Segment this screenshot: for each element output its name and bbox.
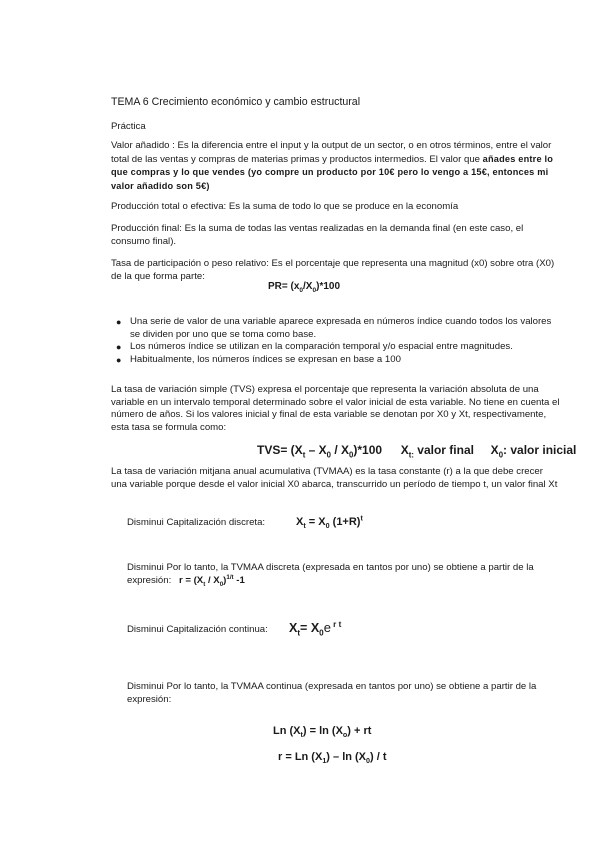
valor-anadido-text: Valor añadido : Es la diferencia entre el input y la output de un sector, o en otros términos, entre el valor total de las ventas y compras de materias primas y productos intermedios. El valor que [111, 140, 552, 165]
cap-continua-formula: $X_t= X_0e$ $^{r t}$ [289, 619, 342, 638]
cap-continua-label: Disminui Capitalización continua: [127, 624, 268, 635]
tvs-paragraph: La tasa de variación simple (TVS) expresa el porcentaje que representa la variación absoluta de una variable en un intervalo temporal determinado sobre el valor inicial de esta variable. No tiene en cuenta el número de años. Si los valores inicial y final de esta variable se denotan por X0 y Xt, respectivamente, esta tasa se formula como: [111, 384, 560, 433]
cap-discreta-formula: $X_t = X_0$ $(1+R)^t$ [296, 514, 363, 531]
bullet-icon: ● [116, 342, 122, 353]
tasa-participacion-paragraph: Tasa de participación o peso relativo: Es el porcentaje que representa una magnitud (x0) sobre otra (X0) de la que forma parte: [111, 258, 555, 282]
practica-heading: Práctica [111, 121, 146, 132]
tvmaa-discreta-paragraph: Disminui Por lo tanto, la TVMAA discreta (expresada en tantos por uno) se obtiene a partir de la expresión: $r = (X_t / X_0)^{1/t}$ -1 [127, 562, 534, 588]
bullet-list [111, 316, 561, 366]
tvmaa-continua-paragraph: Disminui Por lo tanto, la TVMAA continua (expresada en tantos por uno) se obtiene a partir de la expresión: [127, 681, 537, 705]
list-item: ● Una serie de valor de una variable aparece expresada en números índice cuando todos los valores se dividen por uno que se toma como base. [116, 316, 552, 340]
produccion-total-paragraph: Producción total o efectiva: Es la suma de todo lo que se produce en la economía [111, 201, 459, 212]
list-item: ● Los números índice se utilizan en la comparación temporal y/o espacial entre magnitudes. [116, 341, 513, 353]
cap-discreta-label: Disminui Capitalización discreta: [127, 517, 266, 528]
bullet-icon: ● [116, 354, 122, 365]
valor-anadido-paragraph [111, 140, 561, 193]
list-item: ● Habitualmente, los números índices se expresan en base a 100 [116, 353, 401, 365]
tvmaa-discreta-formula: $r = (X_t / X_0)^{1/t}$ -1 [178, 573, 245, 588]
page-title: TEMA 6 Crecimiento económico y cambio estructural [111, 96, 361, 108]
tvmaa-paragraph: La tasa de variación mitjana anual acumulativa (TVMAA) es la tasa constante (r) a la que debe crecer una variable porque desde el valor inicial X0 abarca, transcurrido un período de tiempo t, un valor final Xt [111, 466, 558, 490]
pr-formula: $PR= (x_0/X_0)*100$ [268, 281, 341, 294]
r-formula: r = Ln $(X_1)$ – $\ln (X_0)$ / t [278, 751, 387, 766]
produccion-final-paragraph: Producción final: Es la suma de todas las ventas realizadas en la demanda final (en este caso, el consumo final). [111, 223, 524, 247]
ln-formula: Ln $(X_t) = \ln (X_o)$ + rt [273, 725, 372, 740]
valor-anadido-bold: añades entre lo que compras y lo que vendes (yo compre un producto por 10€ pero lo vengo a 15€, entonces mi valor añadido son 5€) [111, 153, 554, 191]
bullet-icon: ● [116, 317, 122, 327]
tvs-formula: $TVS= (X_t - X_0 / X_0)*100$ $X_{t:}$ valor final $X_0$: valor inicial [257, 443, 577, 460]
